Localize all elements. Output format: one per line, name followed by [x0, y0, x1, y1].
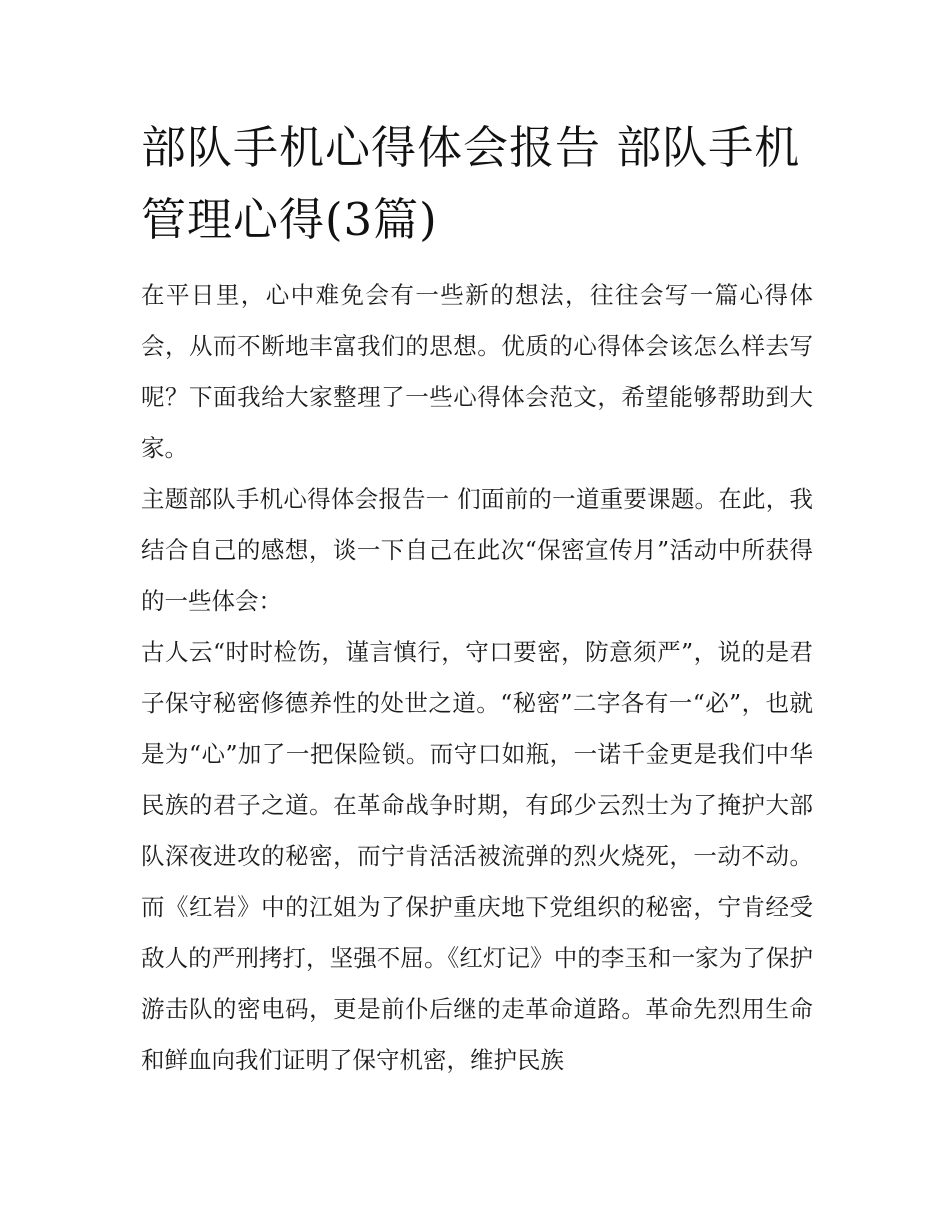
document-body: [141, 270, 813, 1086]
paragraph-topic: 主题部队手机心得体会报告一 们面前的一道重要课题。在此，我结合自己的感想，谈一下自己在此次“保密宣传月”活动中所获得的一些体会：: [141, 485, 813, 615]
paragraph-intro: 在平日里，心中难免会有一些新的想法，往往会写一篇心得体会，从而不断地丰富我们的思想。优质的心得体会该怎么样去写呢？下面我给大家整理了一些心得体会范文，希望能够帮助到大家。: [141, 281, 813, 462]
document-title: 部队手机心得体会报告 部队手机管理心得(3篇): [141, 121, 801, 246]
paragraph-ancient-saying: 古人云“时时检饬，谨言慎行，守口要密，防意须严”，说的是君子保守秘密修德养性的处世之道。“秘密”二字各有一“必”，也就是为“心”加了一把保险锁。而守口如瓶，一诺千金更是我们中华民族的君子之道。在革命战争时期，有邱少云烈士为了掩护大部队深夜进攻的秘密，而宁肯活活被流弹的烈火烧死，一动不动。而《红岩》中的江姐为了保护重庆地下党组织的秘密，宁肯经受敌人的严刑拷打，坚强不屈。《红灯记》中的李玉和一家为了保护游击队的密电码，更是前仆后继的走革命道路。革命先烈用生命和鲜血向我们证明了保守机密，维护民族: [141, 638, 813, 1074]
document-content: [141, 112, 813, 1086]
